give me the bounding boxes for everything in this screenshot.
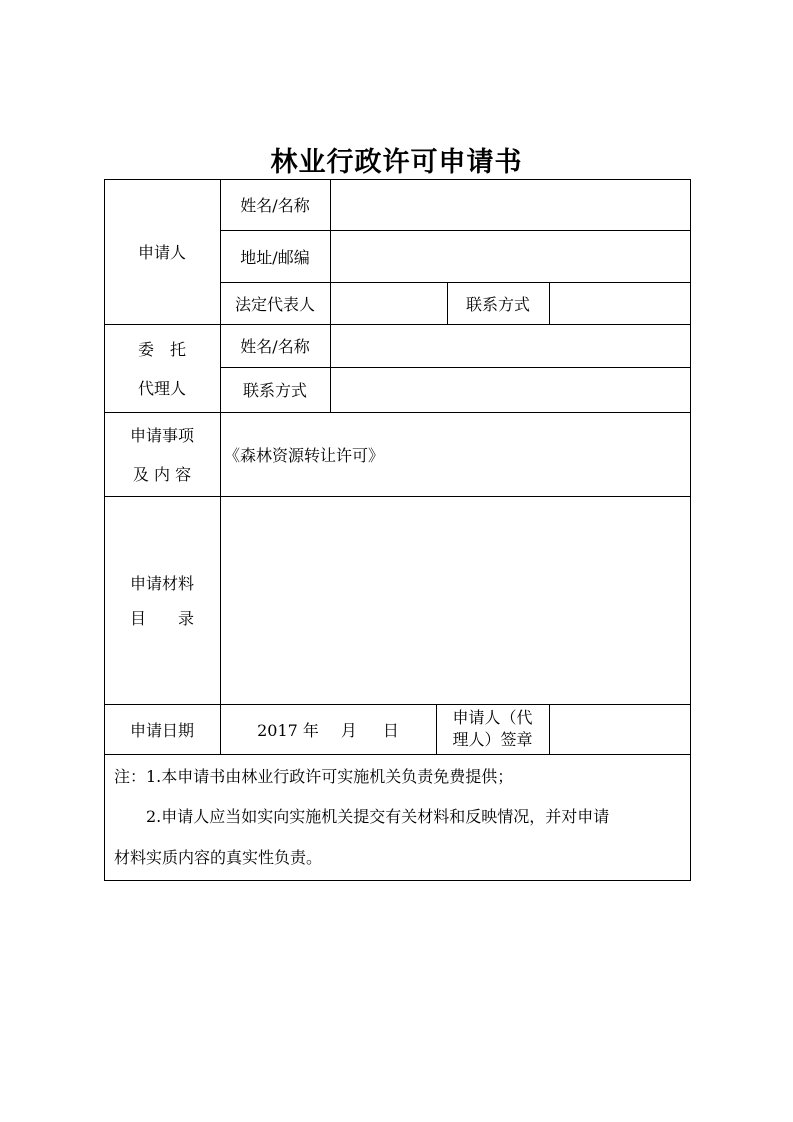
applicant-contact-label: 联系方式 bbox=[465, 294, 530, 314]
agent-contact-label: 联系方式 bbox=[242, 381, 307, 400]
signature-label-line2: 理人）签章 bbox=[452, 730, 533, 749]
note-line-1: 注：1.本申请书由林业行政许可实施机关负责免费提供； bbox=[114, 767, 514, 786]
legal-rep-label: 法定代表人 bbox=[234, 294, 315, 314]
agent-name-field[interactable] bbox=[330, 324, 690, 367]
materials-label bbox=[104, 496, 220, 704]
date-label: 申请日期 bbox=[129, 720, 194, 740]
materials-label-line2: 目 录 bbox=[129, 609, 194, 628]
agent-section-label-line1: 委 托 bbox=[137, 340, 186, 359]
signature-field[interactable] bbox=[549, 704, 690, 754]
matter-label-line1: 申请事项 bbox=[129, 426, 194, 445]
applicant-address-label: 地址/邮编 bbox=[240, 247, 310, 267]
agent-section-label-line2: 代理人 bbox=[137, 379, 186, 398]
page-title: 林业行政许可申请书 bbox=[270, 147, 523, 178]
materials-field[interactable] bbox=[220, 496, 690, 704]
applicant-address-field[interactable] bbox=[330, 230, 690, 282]
agent-section-label bbox=[104, 324, 220, 412]
date-field[interactable] bbox=[220, 704, 436, 754]
materials-label-line1: 申请材料 bbox=[129, 574, 194, 593]
legal-rep-field[interactable] bbox=[330, 282, 447, 324]
applicant-section-label: 申请人 bbox=[137, 243, 186, 262]
matter-label bbox=[104, 412, 220, 496]
date-year: 2017 年 bbox=[257, 720, 319, 740]
agent-name-label: 姓名/名称 bbox=[240, 337, 310, 356]
note-line-2: 2.申请人应当如实向实施机关提交有关材料和反映情况，并对申请 bbox=[146, 807, 610, 826]
matter-label-line2: 及 内 容 bbox=[132, 465, 192, 484]
table-rule bbox=[104, 754, 691, 755]
table-border-bottom bbox=[104, 880, 691, 881]
date-day: 日 bbox=[382, 720, 399, 740]
date-month: 月 bbox=[340, 720, 357, 740]
applicant-contact-field[interactable] bbox=[549, 282, 690, 324]
signature-label bbox=[436, 704, 549, 754]
matter-field[interactable]: 《森林资源转让许可》 bbox=[224, 445, 385, 465]
agent-contact-field[interactable] bbox=[330, 367, 690, 412]
applicant-name-field[interactable] bbox=[330, 179, 690, 230]
signature-label-line1: 申请人（代 bbox=[452, 708, 533, 727]
applicant-name-label: 姓名/名称 bbox=[240, 196, 310, 215]
table-border-right bbox=[690, 179, 691, 881]
note-line-3: 材料实质内容的真实性负责。 bbox=[114, 848, 323, 867]
